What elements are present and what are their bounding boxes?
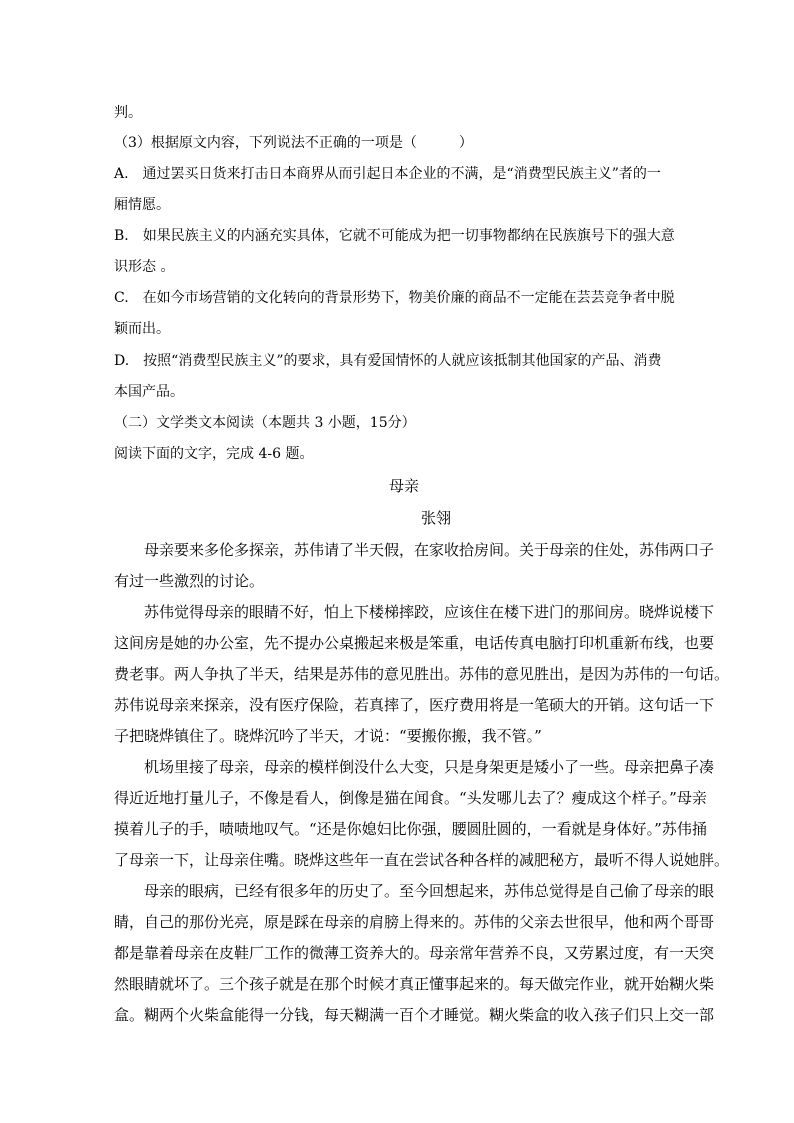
section-heading: （二）文学类文本阅读（本题共 3 小题，15分）: [114, 415, 416, 431]
body-line: 睛，自己的那份光亮，原是踩在母亲的肩膀上得来的。苏伟的父亲去世很早，他和两个哥哥: [114, 913, 715, 931]
body-line: 这间房是她的办公室，先不提办公桌搬起来极是笨重，电话传真电脑打印机重新布线，也要: [114, 634, 715, 652]
question-continued-tail: 判。: [114, 105, 142, 121]
body-line: 母亲要来多伦多探亲，苏伟请了半天假，在家收拾房间。关于母亲的住处，苏伟两口子: [114, 541, 715, 559]
option-d-line-2: 本国产品。: [114, 384, 184, 400]
body-line: 有过一些激烈的讨论。: [114, 572, 265, 590]
body-line: 得近近地打量儿子，不像是看人，倒像是猫在闻食。“头发哪儿去了？瘦成这个样子。”母亲: [114, 789, 707, 807]
body-line: 母亲的眼病，已经有很多年的历史了。至今回想起来，苏伟总觉得是自己偷了母亲的眼: [114, 882, 715, 900]
body-line: 都是靠着母亲在皮鞋厂工作的微薄工资养大的。母亲常年营养不良，又劳累过度，有一天突: [114, 944, 715, 962]
body-line: 盒。糊两个火柴盒能得一分钱，每天糊满一百个才睡觉。糊火柴盒的收入孩子们只上交一部: [114, 1006, 715, 1024]
option-c-line-1: C. 在如今市场营销的文化转向的背景形势下，物美价廉的商品不一定能在芸芸竞争者中脱: [114, 290, 675, 306]
body-line: 了母亲一下，让母亲住嘴。晓烨这些年一直在尝试各种各样的减肥秘方，最听不得人说她胖。: [114, 851, 730, 869]
body-line: 苏伟觉得母亲的眼睛不好，怕上下楼梯摔跤，应该住在楼下进门的那间房。晓烨说楼下: [114, 603, 715, 621]
body-line: 然眼睛就坏了。三个孩子就是在那个时候才真正懂事起来的。每天做完作业，就开始糊火柴: [114, 975, 715, 993]
section-instruction: 阅读下面的文字，完成 4-6 题。: [114, 446, 314, 462]
option-a-line-1: A. 通过罢买日货来打击日本商界从而引起日本企业的不满，是“消费型民族主义”者的一: [114, 166, 661, 182]
body-line: 费老事。两人争执了半天，结果是苏伟的意见胜出。苏伟的意见胜出，是因为苏伟的一句话。: [114, 665, 730, 683]
question-3-stem: （3）根据原文内容，下列说法不正确的一项是（ ）: [114, 135, 473, 151]
option-c-line-2: 颖而出。: [114, 321, 170, 337]
body-line: 苏伟说母亲来探亲，没有医疗保险，若真摔了，医疗费用将是一笔硕大的开销。这句话一下: [114, 696, 715, 714]
option-d-line-1: D. 按照“消费型民族主义”的要求，具有爱国情怀的人就应该抵制其他国家的产品、消费: [114, 353, 662, 369]
option-a-line-2: 厢情愿。: [114, 197, 170, 213]
article-author: 张翎: [421, 509, 452, 527]
option-b-line-2: 识形态 。: [114, 259, 175, 275]
body-line: 子把晓烨镇住了。晓烨沉吟了半天，才说：“要搬你搬，我不管。”: [114, 727, 542, 745]
article-title: 母亲: [389, 477, 420, 495]
option-b-line-1: B. 如果民族主义的内涵充实具体，它就不可能成为把一切事物都纳在民族旗号下的强大意: [114, 228, 675, 244]
body-line: 摸着儿子的手，啧啧地叹气。“还是你媳妇比你强，腰圆肚圆的，一看就是身体好。”苏伟捅: [114, 820, 707, 838]
body-line: 机场里接了母亲，母亲的模样倒没什么大变，只是身架更是矮小了一些。母亲把鼻子凑: [114, 758, 715, 776]
